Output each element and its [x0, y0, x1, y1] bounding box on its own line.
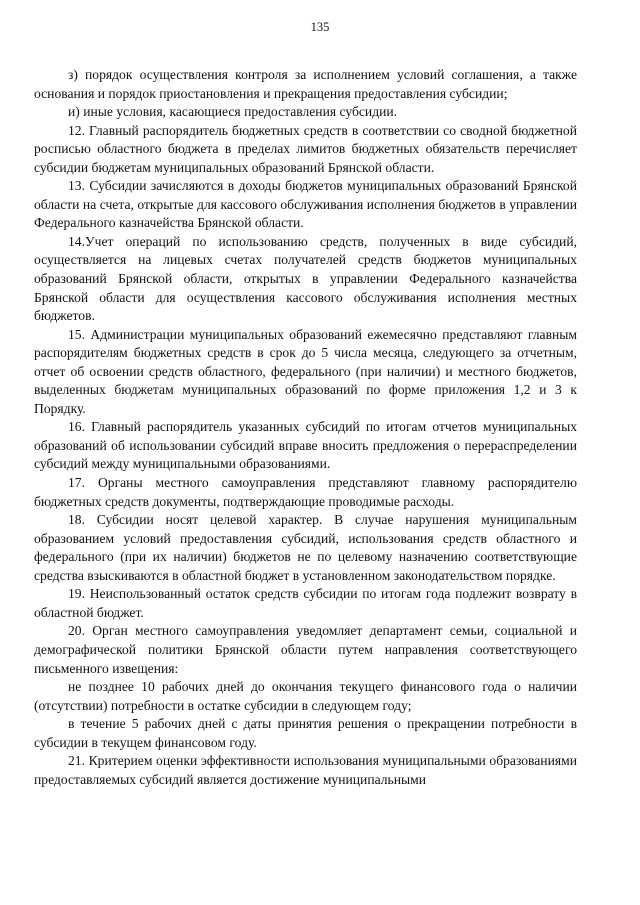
paragraph-item-z: з) порядок осуществления контроля за исполнением условий соглашения, а также основания и порядок приостановления и прекращения предоставления субсидии; [34, 67, 577, 101]
paragraph-12: 12. Главный распорядитель бюджетных средств в соответствии со сводной бюджетной росписью областного бюджета в пределах лимитов бюджетных обязательств перечисляет субсидии бюджетам муниципальных образований Брянской области. [34, 122, 577, 175]
paragraph-18: 18. Субсидии носят целевой характер. В случае нарушения муниципальным образованием условий предоставления субсидий, использования средств областного и федерального (при их наличии) бюджетов не по целевому назначению соответствующие средства взыскиваются в областной бюджет в установленном законодательством порядке. [34, 512, 577, 583]
paragraph-item-i: и) иные условия, касающиеся предоставления субсидии. [68, 104, 398, 120]
paragraph-14: 14.Учет операций по использованию средств, полученных в виде субсидий, осуществляется на лицевых счетах получателей средств бюджетов муниципальных образований Брянской области, открытых в управлении Федерального казначейства Брянской области для осуществления кассового обслуживания исполнения местных бюджетов. [34, 233, 577, 324]
paragraph-19: 19. Неиспользованный остаток средств субсидии по итогам года подлежит возврату в областной бюджет. [34, 586, 577, 620]
paragraph-20-item-1: не позднее 10 рабочих дней до окончания текущего финансового года о наличии (отсутствии) потребности в остатке субсидии в следующем году; [34, 679, 577, 713]
document-body [34, 66, 577, 789]
paragraph-20-item-2: в течение 5 рабочих дней с даты принятия решения о прекращении потребности в субсидии в текущем финансовом году. [34, 716, 577, 750]
paragraph-13: 13. Субсидии зачисляются в доходы бюджетов муниципальных образований Брянской области на счета, открытые для кассового обслуживания исполнения бюджетов в управлении Федерального казначейства Брянской области. [34, 178, 577, 231]
paragraph-16: 16. Главный распорядитель указанных субсидий по итогам отчетов муниципальных образований об использовании субсидий вправе вносить предложения о перераспределении субсидий между муниципальными образованиями. [34, 419, 577, 472]
paragraph-15: 15. Администрации муниципальных образований ежемесячно представляют главным распорядителям бюджетных средств в срок до 5 числа месяца, следующего за отчетным, отчет об освоении средств областного, федерального (при наличии) и местного бюджетов, выделенных бюджетам муниципальных образований по форме приложения 1,2 и 3 к Порядку. [34, 326, 577, 416]
paragraph-21: 21. Критерием оценки эффективности использования муниципальными образованиями предоставляемых субсидий является достижение муниципальными [34, 753, 577, 787]
paragraph-17: 17. Органы местного самоуправления представляют главному распорядителю бюджетных средств документы, подтверждающие проводимые расходы. [34, 475, 577, 509]
page-number: 135 [310, 20, 330, 34]
paragraph-20: 20. Орган местного самоуправления уведомляет департамент семьи, социальной и демографической политики Брянской области путем направления соответствующего письменного извещения: [34, 623, 577, 676]
